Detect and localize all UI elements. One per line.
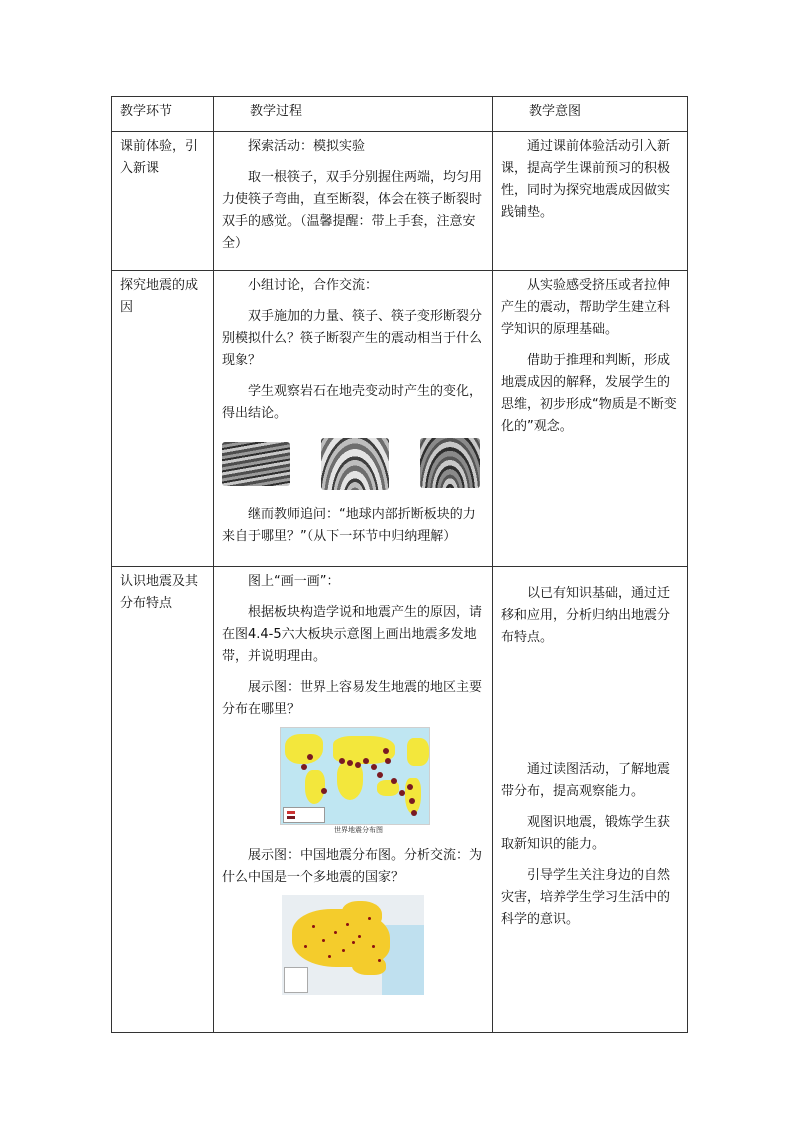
header-process: 教学过程 (214, 97, 493, 132)
map-caption: 世界地震分布图 (334, 826, 383, 834)
stage-cell: 认识地震及其分布特点 (112, 567, 214, 1033)
process-text: 展示图：世界上容易发生地震的地区主要分布在哪里？ (222, 680, 483, 717)
world-earthquake-map (280, 727, 430, 825)
process-text: 图上“画一画”： (248, 574, 340, 589)
process-text: 展示图：中国地震分布图。分析交流：为什么中国是一个多地震的国家？ (222, 848, 483, 885)
lesson-table (111, 96, 688, 1033)
header-row (112, 97, 688, 132)
process-text: 双手施加的力量、筷子、筷子变形断裂分别模拟什么？筷子断裂产生的震动相当于什么现象？ (222, 309, 483, 368)
process-text: 学生观察岩石在地壳变动时产生的变化，得出结论。 (222, 384, 483, 421)
china-earthquake-map (282, 895, 424, 995)
table-row (112, 271, 688, 567)
rock-fold-photo (321, 438, 389, 490)
stage-cell: 探究地震的成因 (112, 271, 214, 567)
intent-text: 借助于推理和判断，形成地震成因的解释，发展学生的思维，初步形成“物质是不断变化的”观念。 (501, 353, 677, 434)
process-text: 继而教师追问：“地球内部折断板块的力来自于哪里？”（从下一环节中归纳理解） (222, 507, 476, 544)
process-text: 小组讨论，合作交流： (248, 278, 379, 293)
stage-cell: 课前体验，引入新课 (112, 132, 214, 271)
process-text: 根据板块构造学说和地震产生的原因，请在图4.4-5六大板块示意图上画出地震多发地带，并说明理由。 (222, 605, 483, 664)
intent-text: 以已有知识基础，通过迁移和应用，分析归纳出地震分布特点。 (501, 586, 671, 645)
intent-text: 引导学生关注身边的自然灾害，培养学生学习生活中的科学的意识。 (501, 868, 671, 927)
table-row (112, 567, 688, 1033)
intent-cell (493, 567, 688, 1033)
process-cell (214, 271, 493, 567)
map-legend (284, 967, 308, 993)
rock-fold-photo (420, 438, 480, 488)
intent-text: 从实验感受挤压或者拉伸产生的震动，帮助学生建立科学知识的原理基础。 (501, 278, 671, 337)
process-cell (214, 132, 493, 271)
intent-cell (493, 132, 688, 271)
intent-text: 观图识地震，锻炼学生获取新知识的能力。 (501, 815, 671, 852)
map-legend (283, 807, 325, 823)
header-stage: 教学环节 (112, 97, 214, 132)
process-text: 取一根筷子，双手分别握住两端，均匀用力使筷子弯曲，直至断裂，体会在筷子断裂时双手的感觉。（温馨提醒：带上手套，注意安全） (222, 170, 483, 251)
intent-text: 通过课前体验活动引入新课，提高学生课前预习的积极性，同时为探究地震成因做实践铺垫。 (501, 139, 671, 220)
process-cell (214, 567, 493, 1033)
table-row (112, 132, 688, 271)
process-text: 探索活动：模拟实验 (248, 139, 366, 154)
intent-text: 通过读图活动，了解地震带分布，提高观察能力。 (501, 762, 671, 799)
intent-cell (493, 271, 688, 567)
header-intent: 教学意图 (493, 97, 688, 132)
rock-layer-photo (222, 442, 290, 486)
rock-photos (222, 434, 486, 490)
